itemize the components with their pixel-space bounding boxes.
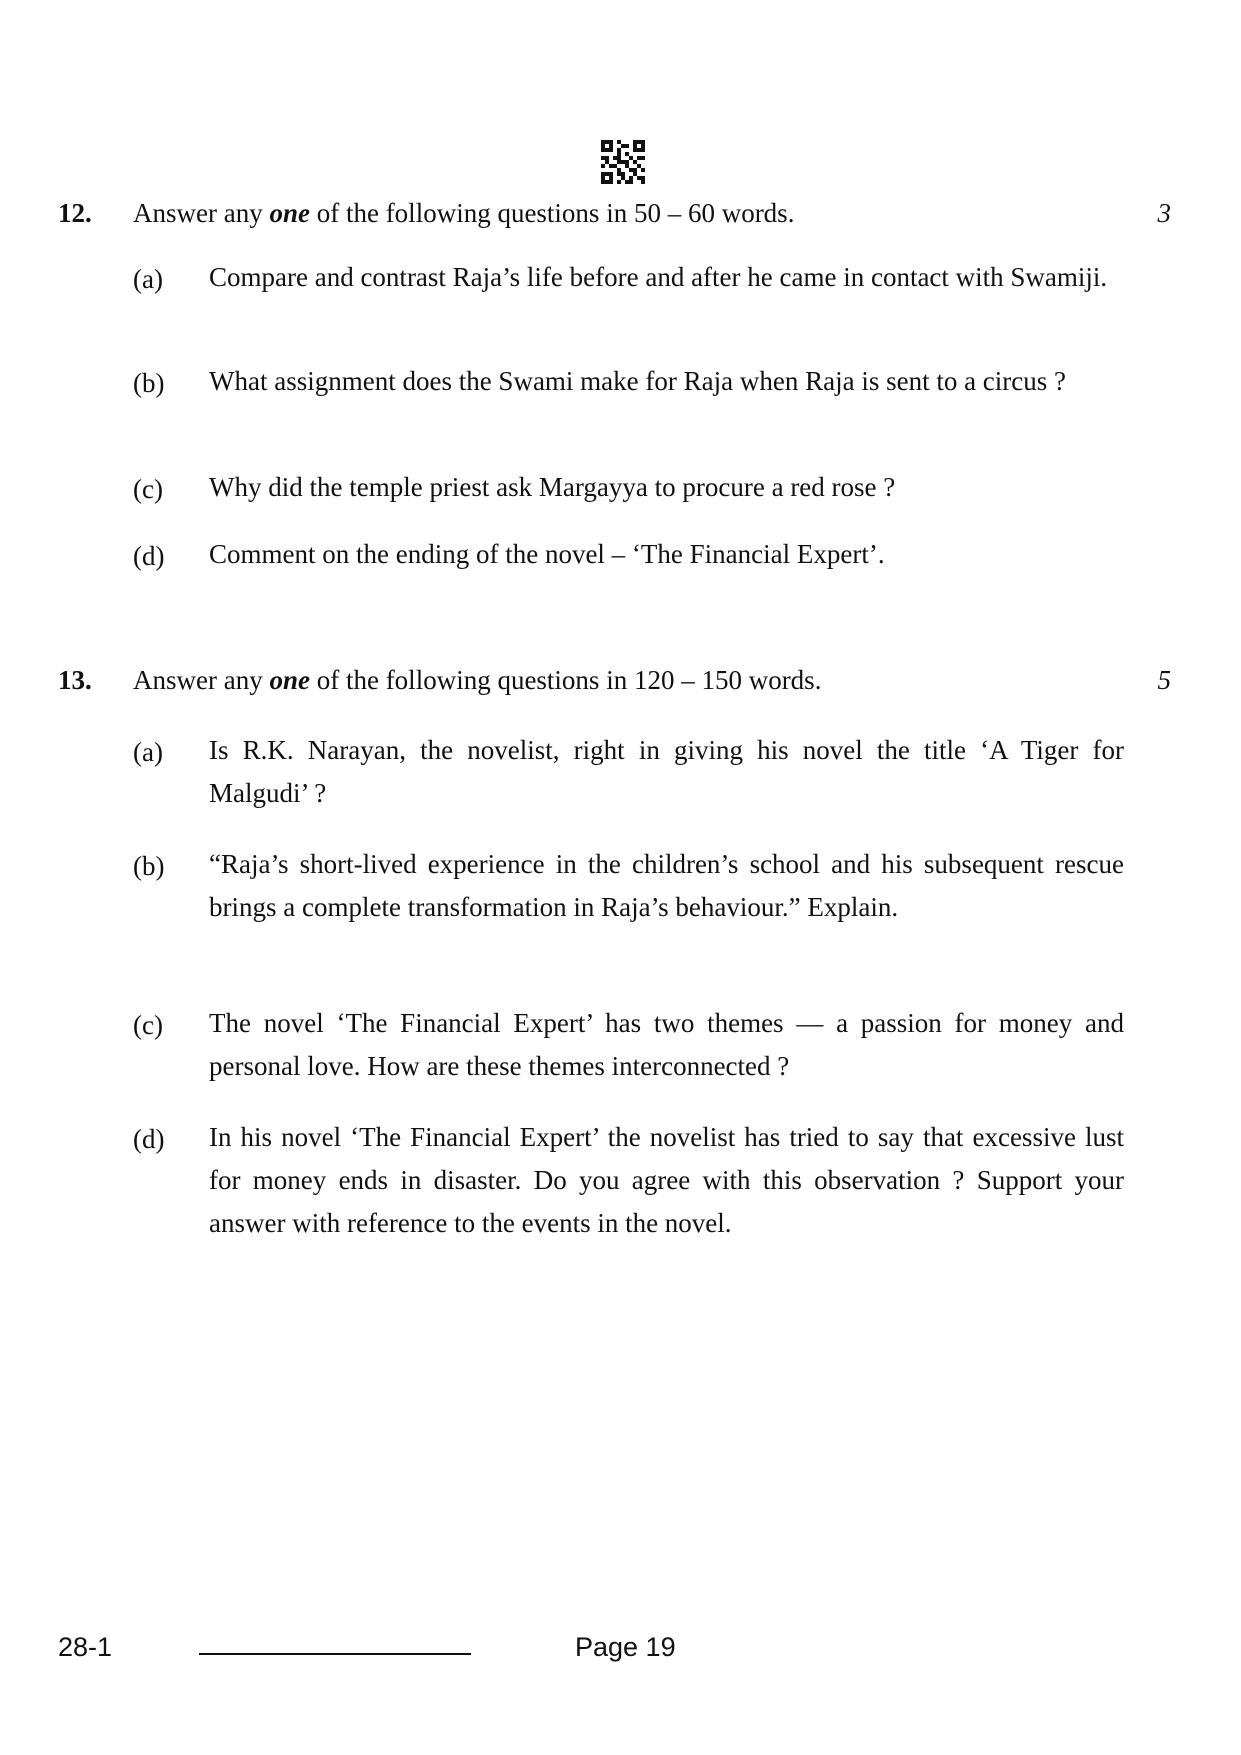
qr-code-icon (601, 140, 645, 184)
question-marks: 5 (1157, 665, 1171, 695)
option-text: Comment on the ending of the novel – ‘The Financial Expert’. (209, 539, 885, 569)
instruction-emphasis: one (269, 665, 310, 695)
question-instruction (133, 198, 794, 229)
paper-code: 28-1 (58, 1632, 113, 1662)
option-label: (d) (133, 541, 165, 571)
option-text: Is R.K. Narayan, the novelist, right in giving his novel the title ‘A Tiger for Malgudi’ ? (209, 735, 1124, 808)
option-label: (a) (133, 264, 163, 294)
option-text: The novel ‘The Financial Expert’ has two themes — a passion for money and personal love. How are these themes interconnected ? (209, 1008, 1124, 1081)
option-label: (b) (133, 368, 165, 398)
option-text: “Raja’s short-lived experience in the children’s school and his subsequent rescue brings a complete transformation in Raja’s behaviour.” Explain. (209, 849, 1124, 922)
option-text: In his novel ‘The Financial Expert’ the novelist has tried to say that excessive lust for money ends in disaster. Do you agree with this observation ? Support your answer with reference to the events in the novel. (209, 1122, 1124, 1238)
instruction-text: Answer any (133, 198, 270, 228)
option-text: What assignment does the Swami make for Raja when Raja is sent to a circus ? (209, 366, 1067, 396)
option-label: (c) (133, 474, 163, 504)
instruction-text: of the following questions in 50 – 60 words. (309, 198, 795, 228)
option-text: Why did the temple priest ask Margayya to procure a red rose ? (209, 472, 896, 502)
instruction-text: of the following questions in 120 – 150 words. (309, 665, 822, 695)
question-instruction (133, 665, 821, 696)
option-label: (d) (133, 1124, 165, 1154)
option-label: (c) (133, 1010, 163, 1040)
question-number: 13. (58, 665, 92, 695)
option-label: (b) (133, 851, 165, 881)
question-number: 12. (58, 198, 92, 228)
instruction-emphasis: one (269, 198, 310, 228)
footer-divider (199, 1653, 471, 1655)
option-text: Compare and contrast Raja’s life before and after he came in contact with Swamiji. (209, 262, 1108, 292)
instruction-text: Answer any (133, 665, 270, 695)
page-number: Page 19 (575, 1632, 676, 1662)
option-label: (a) (133, 737, 163, 767)
question-marks: 3 (1157, 198, 1171, 228)
